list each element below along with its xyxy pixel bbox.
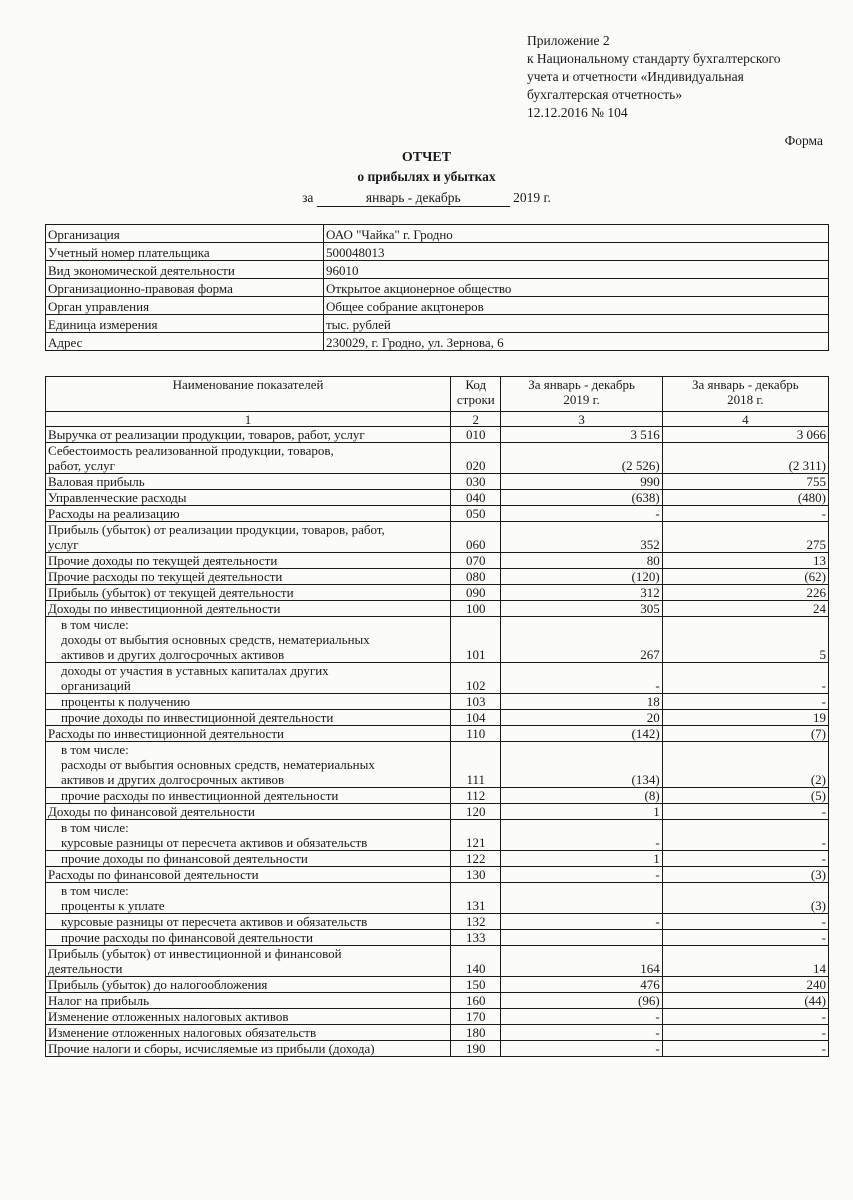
- value-2019: (638): [501, 490, 662, 506]
- row-code: 111: [451, 742, 501, 788]
- table-row: [46, 694, 829, 710]
- value-2019: (8): [501, 788, 662, 804]
- table-row: [46, 851, 829, 867]
- value-2018: -: [662, 506, 828, 522]
- organization-info-table: [45, 224, 829, 351]
- indicator-name: Выручка от реализации продукции, товаров, работ, услуг: [46, 427, 451, 443]
- indicator-name: прочие доходы по финансовой деятельности: [46, 851, 451, 867]
- value-2018: -: [662, 930, 828, 946]
- indicator-name: проценты к получению: [46, 694, 451, 710]
- table-row: [46, 569, 829, 585]
- row-code: 010: [451, 427, 501, 443]
- info-value: 230029, г. Гродно, ул. Зернова, 6: [324, 333, 829, 351]
- value-2019: 476: [501, 977, 662, 993]
- indicator-name: Изменение отложенных налоговых активов: [46, 1009, 451, 1025]
- header-previous-period: За январь - декабрь 2018 г.: [662, 377, 828, 412]
- info-row: [46, 279, 829, 297]
- appendix-line: Приложение 2: [527, 33, 610, 48]
- value-2018: 19: [662, 710, 828, 726]
- info-row: [46, 243, 829, 261]
- indicator-name: Изменение отложенных налоговых обязательств: [46, 1025, 451, 1041]
- value-2018: 13: [662, 553, 828, 569]
- value-2018: -: [662, 1041, 828, 1057]
- header-name: Наименование показателей: [46, 377, 451, 412]
- table-row: [46, 820, 829, 851]
- info-value: Общее собрание акцтонеров: [324, 297, 829, 315]
- table-row: [46, 585, 829, 601]
- value-2019: 312: [501, 585, 662, 601]
- table-row: [46, 710, 829, 726]
- indicator-name: доходы от участия в уставных капиталах других организаций: [46, 663, 451, 694]
- appendix-line: учета и отчетности «Индивидуальная: [527, 69, 744, 84]
- row-code: 131: [451, 883, 501, 914]
- value-2019: 80: [501, 553, 662, 569]
- form-label: Форма: [784, 133, 823, 148]
- appendix-line: бухгалтерская отчетность»: [527, 87, 683, 102]
- indicator-name: в том числе: проценты к уплате: [46, 883, 451, 914]
- value-2019: 1: [501, 851, 662, 867]
- indicator-name: прочие доходы по инвестиционной деятельности: [46, 710, 451, 726]
- table-row: [46, 742, 829, 788]
- info-row: [46, 225, 829, 243]
- value-2018: (480): [662, 490, 828, 506]
- column-number: 3: [501, 412, 662, 427]
- info-value: ОАО "Чайка" г. Гродно: [324, 225, 829, 243]
- row-code: 104: [451, 710, 501, 726]
- indicator-name: Прочие налоги и сборы, исчисляемые из прибыли (дохода): [46, 1041, 451, 1057]
- report-period: [0, 190, 853, 207]
- value-2019: (96): [501, 993, 662, 1009]
- column-number-row: [46, 412, 829, 427]
- table-row: [46, 1009, 829, 1025]
- row-code: 060: [451, 522, 501, 553]
- info-label: Единица измерения: [46, 315, 324, 333]
- table-row: [46, 977, 829, 993]
- row-code: 140: [451, 946, 501, 977]
- table-row: [46, 804, 829, 820]
- value-2019: -: [501, 663, 662, 694]
- indicator-name: Доходы по финансовой деятельности: [46, 804, 451, 820]
- value-2019: 164: [501, 946, 662, 977]
- indicator-name: в том числе: расходы от выбытия основных средств, нематериальных активов и других долгосрочных активов: [46, 742, 451, 788]
- table-row: [46, 867, 829, 883]
- indicator-name: прочие расходы по финансовой деятельности: [46, 930, 451, 946]
- info-row: [46, 297, 829, 315]
- value-2018: 226: [662, 585, 828, 601]
- value-2018: (2 311): [662, 443, 828, 474]
- value-2019: 352: [501, 522, 662, 553]
- value-2018: 240: [662, 977, 828, 993]
- value-2018: (3): [662, 867, 828, 883]
- value-2019: 3 516: [501, 427, 662, 443]
- indicator-name: Доходы по инвестиционной деятельности: [46, 601, 451, 617]
- value-2019: 305: [501, 601, 662, 617]
- value-2019: (2 526): [501, 443, 662, 474]
- value-2019: 990: [501, 474, 662, 490]
- indicator-name: Расходы по финансовой деятельности: [46, 867, 451, 883]
- value-2019: [501, 883, 662, 914]
- table-row: [46, 506, 829, 522]
- indicator-name: Расходы на реализацию: [46, 506, 451, 522]
- header-current-period: За январь - декабрь 2019 г.: [501, 377, 662, 412]
- row-code: 050: [451, 506, 501, 522]
- row-code: 090: [451, 585, 501, 601]
- column-number: 2: [451, 412, 501, 427]
- row-code: 150: [451, 977, 501, 993]
- value-2018: -: [662, 914, 828, 930]
- value-2019: 1: [501, 804, 662, 820]
- row-code: 130: [451, 867, 501, 883]
- table-row: [46, 617, 829, 663]
- value-2018: 755: [662, 474, 828, 490]
- table-row: [46, 788, 829, 804]
- value-2018: -: [662, 1009, 828, 1025]
- value-2018: (62): [662, 569, 828, 585]
- row-code: 132: [451, 914, 501, 930]
- table-row: [46, 1025, 829, 1041]
- value-2019: 20: [501, 710, 662, 726]
- row-code: 160: [451, 993, 501, 1009]
- table-row: [46, 443, 829, 474]
- value-2019: -: [501, 867, 662, 883]
- indicator-name: Себестоимость реализованной продукции, товаров, работ, услуг: [46, 443, 451, 474]
- row-code: 190: [451, 1041, 501, 1057]
- value-2019: -: [501, 1025, 662, 1041]
- row-code: 180: [451, 1025, 501, 1041]
- row-code: 080: [451, 569, 501, 585]
- value-2019: -: [501, 1041, 662, 1057]
- row-code: 121: [451, 820, 501, 851]
- row-code: 133: [451, 930, 501, 946]
- indicator-name: в том числе: курсовые разницы от пересчета активов и обязательств: [46, 820, 451, 851]
- period-prefix: за: [302, 190, 314, 205]
- info-label: Организационно-правовая форма: [46, 279, 324, 297]
- table-row: [46, 914, 829, 930]
- row-code: 030: [451, 474, 501, 490]
- info-value: Открытое акционерное общество: [324, 279, 829, 297]
- column-number: 4: [662, 412, 828, 427]
- row-code: 100: [451, 601, 501, 617]
- table-row: [46, 474, 829, 490]
- row-code: 112: [451, 788, 501, 804]
- table-row: [46, 993, 829, 1009]
- table-row: [46, 553, 829, 569]
- info-row: [46, 315, 829, 333]
- value-2018: -: [662, 820, 828, 851]
- indicator-name: Прочие расходы по текущей деятельности: [46, 569, 451, 585]
- row-code: 110: [451, 726, 501, 742]
- indicator-name: Прибыль (убыток) до налогообложения: [46, 977, 451, 993]
- row-code: 070: [451, 553, 501, 569]
- value-2018: (2): [662, 742, 828, 788]
- value-2019: 267: [501, 617, 662, 663]
- row-code: 101: [451, 617, 501, 663]
- table-row: [46, 930, 829, 946]
- value-2019: -: [501, 1009, 662, 1025]
- row-code: 103: [451, 694, 501, 710]
- indicator-name: Валовая прибыль: [46, 474, 451, 490]
- report-title: ОТЧЕТ: [401, 150, 452, 165]
- info-row: [46, 261, 829, 279]
- table-row: [46, 883, 829, 914]
- table-row: [46, 946, 829, 977]
- indicator-name: Прибыль (убыток) от инвестиционной и финансовой деятельности: [46, 946, 451, 977]
- period-value: январь - декабрь: [317, 190, 510, 207]
- indicator-name: Прочие доходы по текущей деятельности: [46, 553, 451, 569]
- value-2019: [501, 930, 662, 946]
- table-row: [46, 522, 829, 553]
- row-code: 102: [451, 663, 501, 694]
- indicator-name: Управленческие расходы: [46, 490, 451, 506]
- indicator-name: прочие расходы по инвестиционной деятельности: [46, 788, 451, 804]
- value-2019: (142): [501, 726, 662, 742]
- value-2018: -: [662, 804, 828, 820]
- value-2018: 275: [662, 522, 828, 553]
- value-2018: -: [662, 694, 828, 710]
- info-value: 96010: [324, 261, 829, 279]
- table-row: [46, 726, 829, 742]
- table-row: [46, 1041, 829, 1057]
- value-2018: -: [662, 851, 828, 867]
- appendix-note: [527, 32, 781, 122]
- value-2018: -: [662, 663, 828, 694]
- info-label: Орган управления: [46, 297, 324, 315]
- info-value: тыс. рублей: [324, 315, 829, 333]
- table-row: [46, 601, 829, 617]
- header-code: Код строки: [451, 377, 501, 412]
- value-2019: -: [501, 820, 662, 851]
- indicator-name: Прибыль (убыток) от текущей деятельности: [46, 585, 451, 601]
- row-code: 120: [451, 804, 501, 820]
- value-2019: 18: [501, 694, 662, 710]
- info-label: Учетный номер плательщика: [46, 243, 324, 261]
- table-row: [46, 663, 829, 694]
- indicator-name: Прибыль (убыток) от реализации продукции, товаров, работ, услуг: [46, 522, 451, 553]
- report-subtitle: о прибылях и убытках: [357, 169, 496, 184]
- value-2019: (134): [501, 742, 662, 788]
- value-2018: (44): [662, 993, 828, 1009]
- period-year: 2019 г.: [513, 190, 551, 205]
- column-number: 1: [46, 412, 451, 427]
- appendix-line: 12.12.2016 № 104: [527, 105, 628, 120]
- row-code: 170: [451, 1009, 501, 1025]
- value-2018: 5: [662, 617, 828, 663]
- info-label: Вид экономической деятельности: [46, 261, 324, 279]
- value-2019: -: [501, 914, 662, 930]
- table-header-row: [46, 377, 829, 412]
- table-row: [46, 427, 829, 443]
- info-value: 500048013: [324, 243, 829, 261]
- info-label: Адрес: [46, 333, 324, 351]
- row-code: 122: [451, 851, 501, 867]
- value-2018: (3): [662, 883, 828, 914]
- indicator-name: в том числе: доходы от выбытия основных средств, нематериальных активов и других долгосрочных активов: [46, 617, 451, 663]
- value-2019: -: [501, 506, 662, 522]
- row-code: 020: [451, 443, 501, 474]
- value-2018: -: [662, 1025, 828, 1041]
- indicator-name: Расходы по инвестиционной деятельности: [46, 726, 451, 742]
- indicator-name: Налог на прибыль: [46, 993, 451, 1009]
- value-2018: (5): [662, 788, 828, 804]
- profit-loss-table: [45, 376, 829, 1057]
- row-code: 040: [451, 490, 501, 506]
- value-2018: 14: [662, 946, 828, 977]
- value-2018: 24: [662, 601, 828, 617]
- value-2019: (120): [501, 569, 662, 585]
- indicator-name: курсовые разницы от пересчета активов и обязательств: [46, 914, 451, 930]
- table-row: [46, 490, 829, 506]
- info-row: [46, 333, 829, 351]
- value-2018: (7): [662, 726, 828, 742]
- value-2018: 3 066: [662, 427, 828, 443]
- info-label: Организация: [46, 225, 324, 243]
- appendix-line: к Национальному стандарту бухгалтерского: [527, 51, 781, 66]
